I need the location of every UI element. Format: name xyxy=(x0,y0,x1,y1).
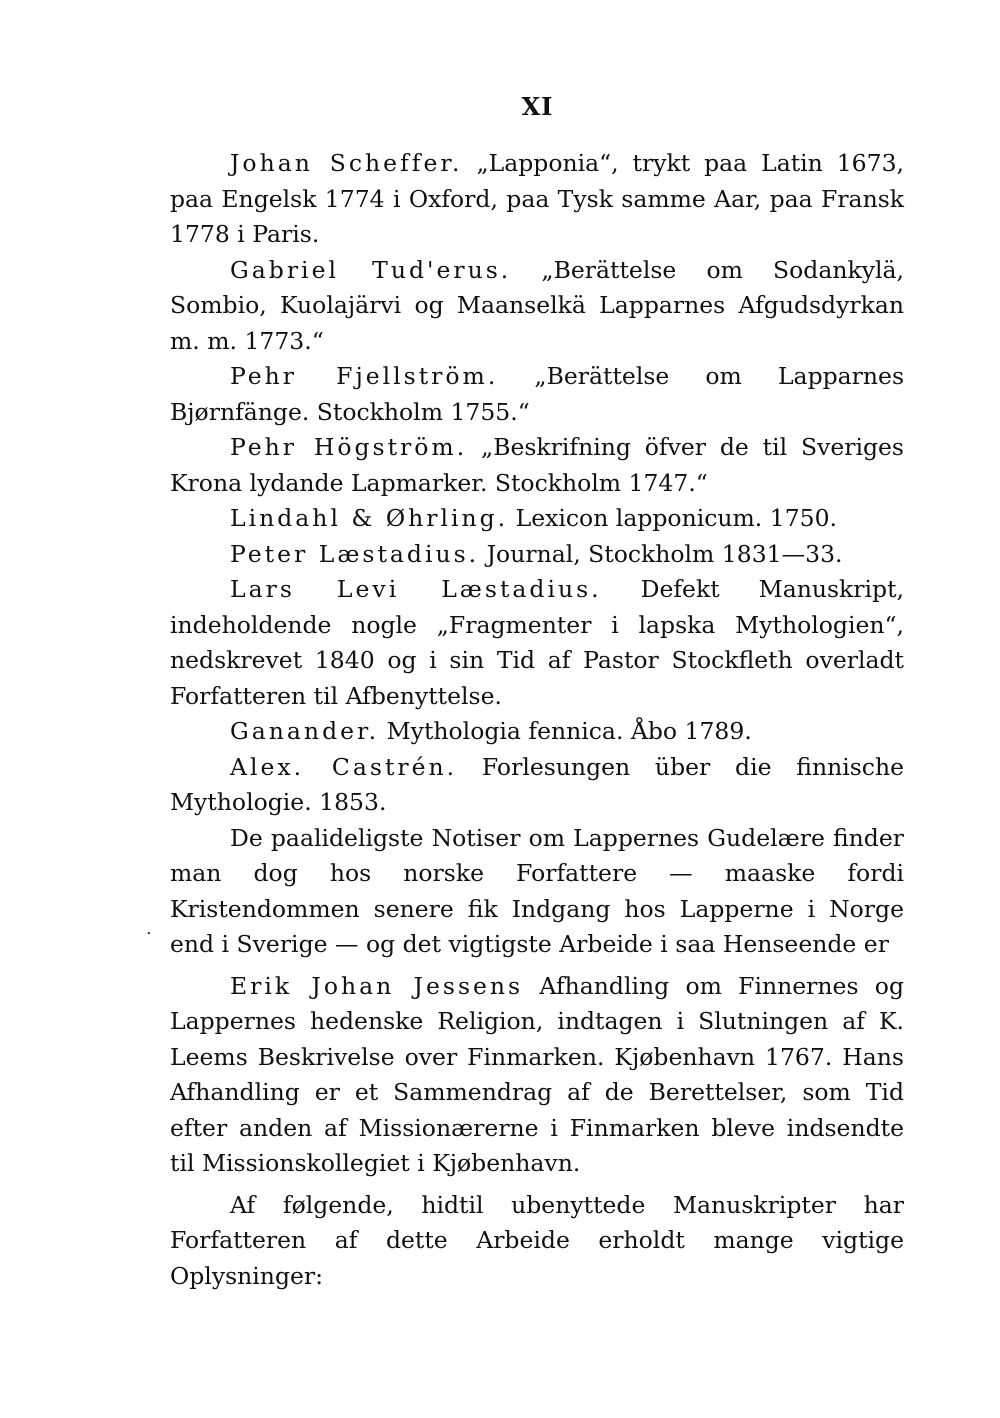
entry-castren xyxy=(170,750,904,821)
paragraph-norwegian-sources: De paalideligste Notiser om Lappernes Gudelære finder man dog hos norske Forfattere — maaske fordi Kristendommen senere fik Indgang hos Lapperne i Norge end i Sverige — og det vigtigste Arbeide i saa Henseende er xyxy=(170,823,904,958)
entry-tuderus xyxy=(170,253,904,360)
entry-author: Lindahl & Øhrling. xyxy=(230,504,509,532)
entry-author: Lars Levi Læstadius. xyxy=(230,575,602,603)
entry-scheffer xyxy=(170,146,904,253)
entry-jessen xyxy=(170,969,904,1182)
entry-author: Johan Scheffer. xyxy=(230,149,463,177)
entry-text: Journal, Stockholm 1831—33. xyxy=(479,539,843,568)
entry-lindahl xyxy=(170,501,904,537)
entry-text: „Lapponia“, trykt paa Latin 1673, paa Engelsk 1774 i Oxford, paa Tysk samme Aar, paa Fransk 1778 i Paris. xyxy=(170,149,905,248)
text-body xyxy=(170,146,904,1294)
entry-author: Erik Johan Jessens xyxy=(230,971,524,1000)
entry-text: Mythologia fennica. Åbo 1789. xyxy=(379,717,752,745)
entry-text: Defekt Manuskript, indeholdende nogle „Fragmenter i lapska Mythologien“, nedskrevet 1840 og i sin Tid af Pastor Stockfleth overladt Forfatteren til Afbenyttelse. xyxy=(170,575,904,710)
entry-text: Forlesungen über die finnische Mythologie. 1853. xyxy=(170,752,904,816)
entry-text: Lexicon lapponicum. 1750. xyxy=(508,504,838,532)
page-number: XI xyxy=(521,92,554,121)
paragraph-manuscripts: Af følgende, hidtil ubenyttede Manuskripter har Forfatteren af dette Arbeide erholdt mange vigtige Oplysninger: xyxy=(170,1190,904,1290)
entry-text: „Berättelse om Sodankylä, Sombio, Kuolajärvi og Maanselkä Lapparnes Afgudsdyrkan m. m. 1773.“ xyxy=(170,255,904,355)
entry-lars-levi-laestadius xyxy=(170,572,904,714)
entry-ganander xyxy=(170,714,904,750)
entry-author: Peter Læstadius. xyxy=(230,539,480,568)
entry-author: Gabriel Tud'erus. xyxy=(230,255,512,284)
entry-text: „Berättelse om Lapparnes Bjørnfänge. Stockholm 1755.“ xyxy=(170,362,904,426)
stray-mark: . xyxy=(146,918,152,939)
entry-text: Afhandling om Finnernes og Lappernes hedenske Religion, indtagen i Slutningen af K. Leems Beskrivelse over Finmarken. Kjøbenhavn 1767. Hans Afhandling er et Sammendrag af de Berettelser, som Tid efter anden af Missionærerne i Finmarken bleve indsendte til Missionskollegiet i Kjøbenhavn. xyxy=(170,971,904,1177)
entry-author: Pehr Högström. xyxy=(230,433,468,461)
entry-author: Alex. Castrén. xyxy=(230,752,458,781)
entry-author: Pehr Fjellström. xyxy=(230,362,499,390)
entry-text: „Beskrifning öfver de til Sveriges Krona lydande Lapmarker. Stockholm 1747.“ xyxy=(170,433,904,497)
entry-hogstrom xyxy=(170,430,904,501)
entry-fjellstrom xyxy=(170,359,904,430)
entry-peter-laestadius xyxy=(170,537,904,573)
entry-author: Ganander. xyxy=(230,717,380,745)
